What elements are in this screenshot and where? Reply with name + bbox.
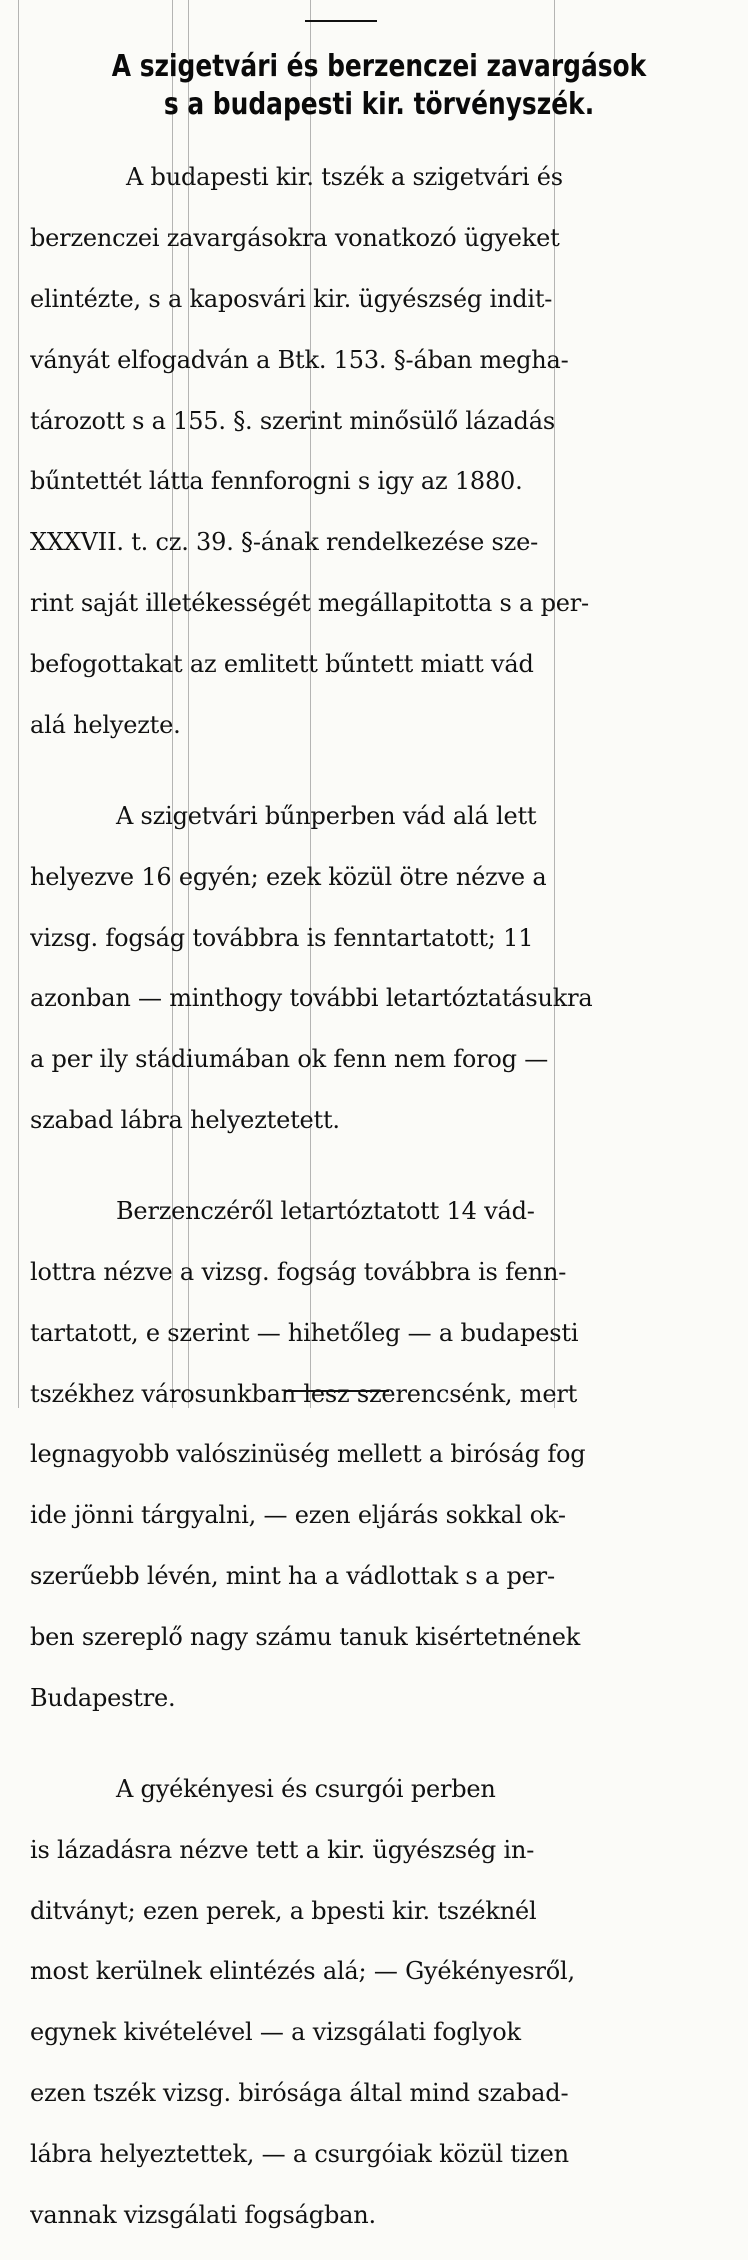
text-line: XXXVII. t. cz. 39. §-ának rendelkezése sze-	[30, 528, 538, 557]
paragraph-4	[30, 1744, 728, 2260]
text-line: szerűebb lévén, mint ha a vádlottak s a per-	[30, 1562, 555, 1591]
text-line: ványát elfogadván a Btk. 153. §-ában megha-	[30, 345, 569, 374]
text-line: ide jönni tárgyalni, — ezen eljárás sokkal ok-	[30, 1501, 566, 1530]
top-separator-rule	[305, 20, 377, 22]
text-line: a per ily stádiumában ok fenn nem forog —	[30, 1045, 549, 1074]
text-line: helyezve 16 egyén; ezek közül ötre nézve a	[30, 862, 547, 891]
article-headline	[30, 48, 728, 124]
headline-line-1: A szigetvári és berzenczei zavargások	[111, 49, 647, 84]
text-line: ditványt; ezen perek, a bpesti kir. tszéknél	[30, 1896, 537, 1925]
text-line: alá helyezte.	[30, 710, 181, 739]
paragraph-3	[30, 1166, 728, 1744]
text-line: Budapestre.	[30, 1683, 176, 1712]
text-line: vannak vizsgálati fogságban.	[30, 2200, 376, 2229]
text-line: tározott s a 155. §. szerint minősülő lázadás	[30, 406, 555, 435]
text-line: egynek kivételével — a vizsgálati foglyok	[30, 2018, 521, 2047]
text-line: vizsg. fogság továbbra is fenntartatott; 11	[30, 923, 534, 952]
text-line: szabad lábra helyeztetett.	[30, 1106, 340, 1134]
fold-line-left	[18, 0, 19, 1408]
text-line: ezen tszék vizsg. birósága által mind szabad-	[30, 2079, 569, 2107]
text-line: most kerülnek elintézés alá; — Gyékényesről,	[30, 1957, 575, 1986]
text-line: A budapesti kir. tszék a szigetvári és	[126, 163, 563, 192]
text-line: Berzenczéről letartóztatott 14 vád-	[116, 1197, 535, 1226]
text-line: elintézte, s a kaposvári kir. ügyészség indit-	[30, 285, 553, 314]
text-line: tszékhez városunkban lesz szerencsénk, mert	[30, 1379, 578, 1408]
text-line: is lázadásra nézve tett a kir. ügyészség in-	[30, 1835, 535, 1864]
paragraph-2	[30, 771, 728, 1166]
text-line: tartatott, e szerint — hihetőleg — a budapesti	[30, 1318, 579, 1347]
text-line: ben szereplő nagy számu tanuk kisértetnének	[30, 1622, 581, 1651]
news-article	[30, 48, 728, 2260]
text-line: berzenczei zavargásokra vonatkozó ügyeket	[30, 224, 560, 253]
text-line: rint saját illetékességét megállapitotta s a per-	[30, 589, 589, 618]
paragraph-1	[30, 132, 728, 771]
text-line: azonban — minthogy további letartóztatásukra	[30, 984, 593, 1013]
headline-line-2: s a budapesti kir. törvényszék.	[163, 87, 595, 122]
text-line: A gyékényesi és csurgói perben	[116, 1774, 496, 1803]
text-line: lottra nézve a vizsg. fogság továbbra is fenn-	[30, 1258, 567, 1287]
text-line: lábra helyeztettek, — a csurgóiak közül tizen	[30, 2139, 569, 2168]
text-line: befogottakat az emlitett bűntett miatt vád	[30, 649, 534, 678]
text-line: legnagyobb valószinüség mellett a biróság fog	[30, 1440, 586, 1469]
text-line: bűntettét látta fennforogni s igy az 1880.	[30, 467, 523, 496]
text-line: A szigetvári bűnperben vád alá lett	[116, 801, 537, 830]
